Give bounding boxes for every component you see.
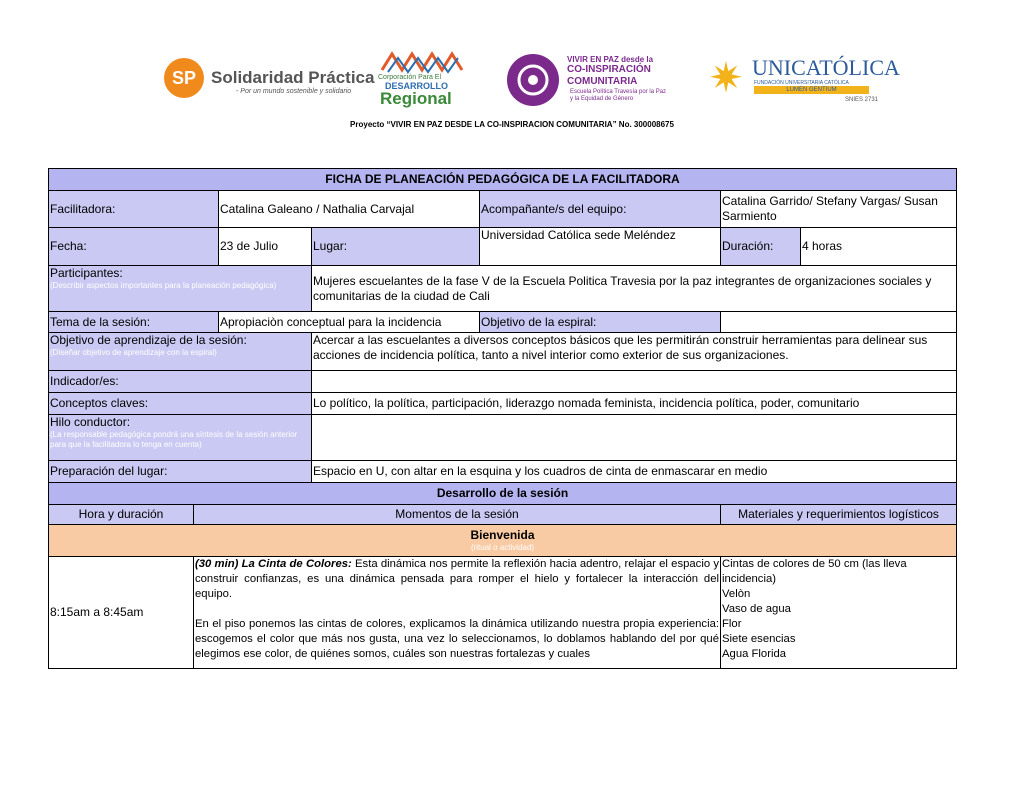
- fecha-value: 23 de Julio: [219, 228, 312, 266]
- unicatolica-star-icon: ✷: [708, 54, 744, 101]
- objetivo-espiral-label: Objetivo de la espiral:: [480, 312, 721, 333]
- moment-p2: En el piso ponemos las cintas de colores, explicamos la dinámica utilizando nuestra propia experiencia: escogemos el color que más nos gusta, una vez lo seleccionamos, lo doblamos hablando del por qué elegimos ese color, de quiénes somos, cuáles son nuestras fortalezas y cuales: [195, 618, 719, 660]
- material-item: Cintas de colores de 50 cm (las lleva incidencia): [722, 558, 907, 585]
- unicatolica-snies: SNIES 2731: [845, 97, 879, 103]
- desarrollo-title: Desarrollo de la sesión: [49, 483, 957, 505]
- material-item: Velòn: [722, 588, 751, 600]
- vivir-en-paz-spiral-icon: [507, 54, 559, 106]
- lugar-label: Lugar:: [312, 228, 480, 266]
- conceptos-value: Lo político, la política, participación, liderazgo nomada feminista, incidencia política, poder, comunitario: [312, 393, 957, 415]
- indicador-value: [312, 371, 957, 393]
- vivir-en-paz-line4: Escuela Política Travesía por la Paz y la Equidad de Género: [570, 89, 667, 102]
- material-item: Vaso de agua: [722, 603, 791, 615]
- bienvenida-hint: (ritual o actividad): [470, 543, 535, 552]
- desarrollo-regional-line1: Corporación Para El: [378, 74, 442, 81]
- tema-value: Apropiaciòn conceptual para la incidencia: [219, 312, 480, 333]
- hilo-hint: (La responsable pedagógica pondrá una síntesis de la sesión anterior para que la facilitadora lo tenga en cuenta): [50, 430, 298, 449]
- facilitadora-value: Catalina Galeano / Nathalia Carvajal: [219, 191, 480, 228]
- solidaridad-practica-logo: SP: [164, 58, 204, 98]
- project-title: Proyecto “VIVIR EN PAZ DESDE LA CO-INSPIRACION COMUNITARIA” No. 300008675: [350, 120, 674, 129]
- conceptos-label: Conceptos claves:: [49, 393, 312, 415]
- objetivo-aprendizaje-value: Acercar a las escuelantes a diversos conceptos básicos que les permitirán construir herramientas para delinear sus acciones de incidencia política, tanto a nivel interior como exterior de sus organizaciones.: [312, 333, 957, 371]
- desarrollo-regional-line2: DESARROLLO: [385, 81, 448, 91]
- unicatolica-band: LUMEN GENTIUM: [754, 86, 869, 94]
- row-time: 8:15am a 8:45am: [49, 557, 194, 669]
- solidaridad-practica-tagline: - Por un mundo sostenible y solidario: [236, 88, 352, 95]
- preparacion-label: Preparación del lugar:: [49, 461, 312, 483]
- duracion-value: 4 horas: [801, 228, 957, 266]
- fecha-label: Fecha:: [49, 228, 219, 266]
- col-hora: Hora y duración: [49, 505, 194, 525]
- bienvenida-section: [49, 525, 957, 557]
- indicador-label: Indicador/es:: [49, 371, 312, 393]
- planning-sheet-table: [48, 168, 957, 669]
- solidaridad-practica-name: Solidaridad Práctica: [211, 68, 375, 87]
- objetivo-aprendizaje-label: Objetivo de aprendizaje de la sesión:: [50, 333, 247, 347]
- lugar-value: Universidad Católica sede Meléndez: [480, 228, 721, 266]
- participantes-value: Mujeres escuelantes de la fase V de la Escuela Politica Travesia por la paz integrantes de organizaciones sociales y comunitarias de la ciudad de Cali: [312, 266, 957, 312]
- row-moment: [194, 557, 721, 669]
- objetivo-espiral-value: [721, 312, 957, 333]
- hilo-label-cell: [49, 415, 312, 461]
- facilitadora-label: Facilitadora:: [49, 191, 219, 228]
- moment-paragraph-1: [195, 557, 719, 602]
- moment-heading: (30 min) La Cinta de Colores:: [195, 558, 352, 570]
- participantes-label-cell: [49, 266, 312, 312]
- acompanante-label: Acompañante/s del equipo:: [480, 191, 721, 228]
- unicatolica-sub: FUNDACIÓN UNIVERSITARIA CATÓLICA: [754, 80, 849, 86]
- objetivo-aprendizaje-hint: (Diseñar objetivo de aprendizaje con la espiral): [50, 348, 217, 357]
- acompanante-value: Catalina Garrido/ Stefany Vargas/ Susan Sarmiento: [721, 191, 957, 228]
- hilo-value: [312, 415, 957, 461]
- tema-label: Tema de la sesión:: [49, 312, 219, 333]
- participantes-label: Participantes:: [50, 266, 123, 280]
- bienvenida-title: Bienvenida: [470, 528, 535, 542]
- row-materials: [721, 557, 957, 669]
- material-item: Siete esencias: [722, 633, 796, 645]
- material-item: Agua Florida: [722, 648, 787, 660]
- vivir-en-paz-line3: COMUNITARIA: [567, 76, 638, 87]
- ficha-title: FICHA DE PLANEACIÓN PEDAGÓGICA DE LA FACILITADORA: [49, 169, 957, 191]
- preparacion-value: Espacio en U, con altar en la esquina y los cuadros de cinta de enmascarar en medio: [312, 461, 957, 483]
- desarrollo-regional-logo: [380, 48, 466, 74]
- material-item: Flor: [722, 618, 742, 630]
- moment-p1: Esta dinámica nos permite la reflexión hacia adentro, relajar el espacio y construir confianzas, es una dinámica pensada para romper el hielo y fortalecer la interacción del equipo.: [195, 558, 719, 600]
- vivir-en-paz-line1: VIVIR EN PAZ desde la: [567, 55, 654, 64]
- objetivo-aprendizaje-label-cell: [49, 333, 312, 371]
- vivir-en-paz-line2: CO-INSPIRACIÓN: [567, 64, 651, 75]
- participantes-hint: (Describir aspectos importantes para la planeación pedagógica): [50, 281, 277, 290]
- duracion-label: Duración:: [721, 228, 801, 266]
- col-momentos: Momentos de la sesión: [194, 505, 721, 525]
- hilo-label: Hilo conductor:: [50, 415, 131, 429]
- moment-spacer: [195, 602, 719, 617]
- col-materiales: Materiales y requerimientos logísticos: [721, 505, 957, 525]
- unicatolica-name: UNICATÓLICA: [752, 55, 900, 80]
- desarrollo-regional-line3: Regional: [380, 89, 452, 108]
